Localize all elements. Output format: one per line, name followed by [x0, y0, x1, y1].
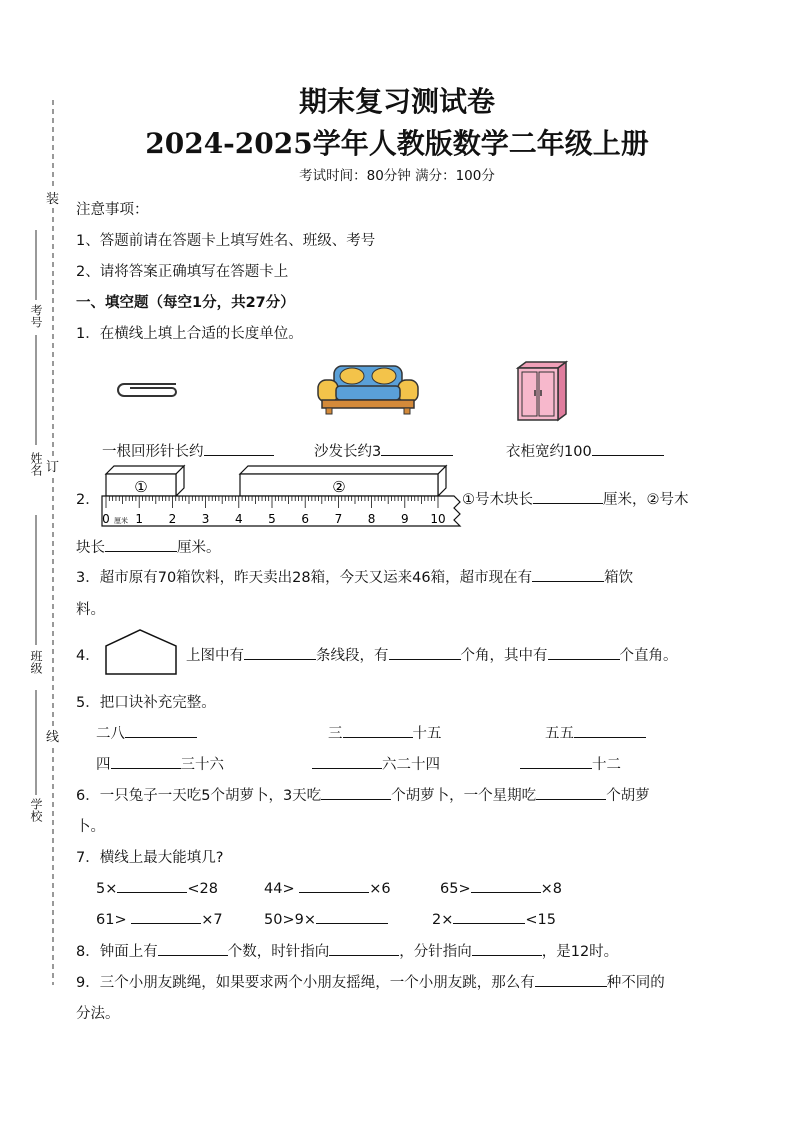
question-2-number: 2． [76, 492, 100, 508]
rhyme-1-2: 三 十五 [328, 722, 442, 743]
answer-blank[interactable] [535, 972, 607, 987]
question-5-stem: 5．把口诀补充完整。 [76, 695, 216, 711]
question-1-stem: 1．在横线上填上合适的长度单位。 [76, 326, 303, 342]
ineq-2-1: 61> ×7 [96, 909, 223, 928]
question-6-line-2: 卜。 [76, 819, 105, 835]
question-9-line-2: 分法。 [76, 1006, 120, 1022]
rhyme-2-2: 六二十四 [312, 753, 440, 774]
answer-blank[interactable] [125, 723, 197, 738]
ruler-tick-label: 4 [234, 512, 243, 526]
question-1-item-2: 沙发长约3 [314, 440, 453, 461]
block-label-2: ② [332, 478, 346, 496]
answer-blank[interactable] [316, 909, 388, 924]
question-2-text-2: 块长 厘米。 [76, 536, 221, 557]
page-subtitle: 2024-2025学年人教版数学二年级上册 [145, 127, 649, 160]
ruler-tick-label: 7 [334, 512, 343, 526]
question-8: 8．钟面上有 个数，时针指向 ，分针指向 ，是12时。 [76, 940, 618, 961]
answer-blank[interactable] [111, 754, 181, 769]
answer-blank[interactable] [548, 645, 620, 660]
answer-blank[interactable] [389, 645, 461, 660]
answer-blank[interactable] [158, 941, 228, 956]
answer-blank[interactable] [321, 785, 391, 800]
house-shape-figure [104, 628, 178, 678]
ruler-tick-label: 8 [367, 512, 376, 526]
question-4-number: 4． [76, 648, 100, 664]
answer-blank[interactable] [105, 537, 177, 552]
field-exam-number: 考号 [29, 304, 43, 328]
ineq-2-2: 50>9× [264, 909, 388, 928]
question-3-line-1: 3．超市原有70箱饮料，昨天卖出28箱，今天又运来46箱，超市现在有 箱饮 [76, 566, 633, 587]
ruler-tick-label: 1 [135, 512, 144, 526]
rhyme-2-3: 十二 [520, 753, 621, 774]
ruler-tick-label: 5 [268, 512, 276, 526]
binding-mark-zhuang: 装 [46, 188, 59, 207]
ineq-1-3: 65> ×8 [440, 878, 562, 897]
ruler-tick-label: 10 [430, 512, 446, 526]
answer-blank[interactable] [536, 785, 606, 800]
ruler-tick-label: 3 [201, 512, 210, 526]
question-1-item-3: 衣柜宽约100 [506, 440, 664, 461]
section-heading: 一、填空题（每空1分，共27分） [76, 295, 295, 311]
answer-blank[interactable] [204, 441, 274, 456]
ruler-tick-label: 6 [301, 512, 310, 526]
answer-blank[interactable] [533, 489, 603, 504]
answer-blank[interactable] [312, 754, 382, 769]
rhyme-2-1: 四 三十六 [96, 753, 224, 774]
paperclip-icon [112, 378, 184, 404]
ineq-2-3: 2× <15 [432, 909, 556, 928]
ruler-figure [98, 462, 466, 530]
notice-item-2: 2、请将答案正确填写在答题卡上 [76, 264, 289, 280]
answer-blank[interactable] [117, 878, 187, 893]
ruler-tick-label: 0 [102, 512, 110, 526]
wardrobe-icon [514, 360, 570, 422]
answer-blank[interactable] [520, 754, 592, 769]
field-school: 学校 [29, 798, 43, 822]
rhyme-1-3: 五五 [545, 722, 646, 743]
binding-mark-ding: 订 [46, 456, 59, 475]
answer-blank[interactable] [592, 441, 664, 456]
question-3-line-2: 料。 [76, 602, 105, 618]
question-4-text: 上图中有 条线段，有 个角，其中有 个直角。 [186, 644, 678, 665]
ruler-tick-label: 9 [400, 512, 409, 526]
notice-item-1: 1、答题前请在答题卡上填写姓名、班级、考号 [76, 233, 376, 249]
field-name: 姓名 [29, 452, 43, 476]
ineq-1-2: 44> ×6 [264, 878, 391, 897]
answer-blank[interactable] [329, 941, 399, 956]
rhyme-1-1: 二八 [96, 722, 197, 743]
answer-blank[interactable] [381, 441, 453, 456]
question-9-line-1: 9．三个小朋友跳绳，如果要求两个小朋友摇绳，一个小朋友跳，那么有 种不同的 [76, 971, 665, 992]
notice-heading: 注意事项： [76, 202, 149, 218]
answer-blank[interactable] [471, 878, 541, 893]
page-title: 期末复习测试卷 [298, 85, 495, 118]
answer-blank[interactable] [453, 909, 525, 924]
binding-mark-xian: 线 [46, 726, 59, 745]
block-label-1: ① [134, 478, 148, 496]
answer-blank[interactable] [574, 723, 646, 738]
exam-info: 考试时间：80分钟 满分：100分 [299, 168, 495, 184]
ineq-1-1: 5× <28 [96, 878, 218, 897]
answer-blank[interactable] [472, 941, 542, 956]
sofa-icon [312, 360, 424, 418]
answer-blank[interactable] [244, 645, 316, 660]
field-class: 班级 [29, 650, 43, 674]
answer-blank[interactable] [131, 909, 201, 924]
ruler-unit: 厘米 [114, 517, 128, 525]
answer-blank[interactable] [532, 567, 604, 582]
answer-blank[interactable] [299, 878, 369, 893]
question-7-stem: 7．横线上最大能填几? [76, 850, 224, 866]
question-2-text-1: ①号木块长 厘米，②号木 [462, 488, 689, 509]
answer-blank[interactable] [343, 723, 413, 738]
question-6-line-1: 6．一只兔子一天吃5个胡萝卜，3天吃 个胡萝卜，一个星期吃 个胡萝 [76, 784, 650, 805]
ruler-tick-label: 2 [168, 512, 177, 526]
question-1-item-1: 一根回形针长约 [102, 440, 274, 461]
